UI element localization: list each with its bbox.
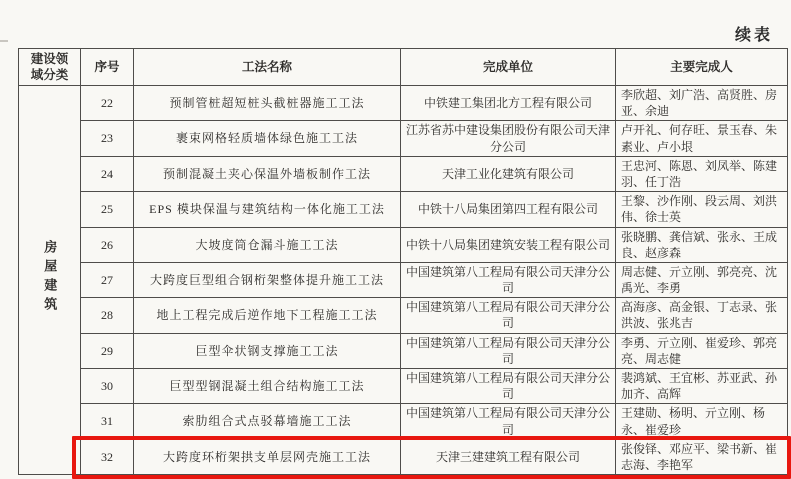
row-unit-cell: 天津三建建筑工程有限公司 bbox=[401, 439, 616, 474]
category-vertical-label: 房屋建筑 bbox=[42, 239, 58, 316]
row-contributors-cell: 裴鸿斌、王宜彬、苏亚武、孙加齐、高辉 bbox=[616, 369, 788, 404]
table-row bbox=[19, 369, 788, 404]
row-method-cell: 大跨度环桁架拱支单层网壳施工工法 bbox=[134, 439, 401, 474]
methods-table-wrap bbox=[18, 48, 787, 475]
table-row bbox=[19, 227, 788, 262]
table-row bbox=[19, 298, 788, 333]
row-unit-cell: 中铁建工集团北方工程有限公司 bbox=[401, 86, 616, 121]
row-index-cell: 28 bbox=[81, 298, 134, 333]
row-index-cell: 26 bbox=[81, 227, 134, 262]
row-unit-cell: 中国建筑第八工程局有限公司天津分公司 bbox=[401, 298, 616, 333]
row-contributors-cell: 王建勋、杨明、亓立刚、杨永、崔爱珍 bbox=[616, 404, 788, 439]
row-unit-cell: 中国建筑第八工程局有限公司天津分公司 bbox=[401, 369, 616, 404]
row-method-cell: 巨型伞状钢支撑施工工法 bbox=[134, 333, 401, 368]
row-index-cell: 27 bbox=[81, 262, 134, 297]
methods-table bbox=[18, 48, 788, 475]
row-contributors-cell: 高海彦、高金银、丁志录、张洪波、张兆吉 bbox=[616, 298, 788, 333]
row-unit-cell: 中国建筑第八工程局有限公司天津分公司 bbox=[401, 404, 616, 439]
row-method-cell: 地上工程完成后逆作地下工程施工工法 bbox=[134, 298, 401, 333]
row-unit-cell: 中国建筑第八工程局有限公司天津分公司 bbox=[401, 333, 616, 368]
row-method-cell: 预制混凝土夹心保温外墙板制作工法 bbox=[134, 156, 401, 191]
table-row bbox=[19, 439, 788, 474]
row-method-cell: 索肋组合式点驳幕墙施工工法 bbox=[134, 404, 401, 439]
table-row bbox=[19, 404, 788, 439]
row-index-cell: 23 bbox=[81, 121, 134, 156]
table-row bbox=[19, 333, 788, 368]
row-contributors-cell: 卢开礼、何存旺、景玉春、朱素业、卢小垠 bbox=[616, 121, 788, 156]
row-index-cell: 25 bbox=[81, 192, 134, 227]
row-method-cell: 大坡度筒仓漏斗施工工法 bbox=[134, 227, 401, 262]
header-index: 序号 bbox=[81, 49, 134, 86]
row-contributors-cell: 周志健、亓立刚、郭亮亮、沈禹光、李勇 bbox=[616, 262, 788, 297]
scan-smudge bbox=[0, 40, 8, 42]
row-method-cell: 裹束网格轻质墙体绿色施工工法 bbox=[134, 121, 401, 156]
row-method-cell: EPS 模块保温与建筑结构一体化施工工法 bbox=[134, 192, 401, 227]
row-method-cell: 巨型型钢混凝土组合结构施工工法 bbox=[134, 369, 401, 404]
row-contributors-cell: 李欣超、刘广浩、高贤胜、房亚、余迪 bbox=[616, 86, 788, 121]
row-contributors-cell: 王忠河、陈恩、刘凤举、陈建羽、任丁浩 bbox=[616, 156, 788, 191]
table-row bbox=[19, 121, 788, 156]
row-unit-cell: 江苏省苏中建设集团股份有限公司天津分公司 bbox=[401, 121, 616, 156]
header-contributors: 主要完成人 bbox=[616, 49, 788, 86]
row-unit-cell: 中铁十八局集团第四工程有限公司 bbox=[401, 192, 616, 227]
row-index-cell: 29 bbox=[81, 333, 134, 368]
row-unit-cell: 中铁十八局集团建筑安装工程有限公司 bbox=[401, 227, 616, 262]
row-index-cell: 32 bbox=[81, 439, 134, 474]
row-index-cell: 22 bbox=[81, 86, 134, 121]
header-row bbox=[19, 49, 788, 86]
row-contributors-cell: 李勇、亓立刚、崔爱珍、郭亮亮、周志健 bbox=[616, 333, 788, 368]
row-index-cell: 31 bbox=[81, 404, 134, 439]
table-row bbox=[19, 192, 788, 227]
row-contributors-cell: 王黎、沙作刚、段云周、刘洪伟、徐士英 bbox=[616, 192, 788, 227]
row-method-cell: 大跨度巨型组合钢桁架整体提升施工工法 bbox=[134, 262, 401, 297]
header-category: 建设领域分类 bbox=[19, 49, 81, 86]
table-row bbox=[19, 262, 788, 297]
row-unit-cell: 天津工业化建筑有限公司 bbox=[401, 156, 616, 191]
continued-table-label: 续表 bbox=[734, 27, 773, 44]
row-contributors-cell: 张俊铎、邓应平、梁书新、崔志海、李艳军 bbox=[616, 439, 788, 474]
header-method: 工法名称 bbox=[134, 49, 401, 86]
row-contributors-cell: 张晓鹏、龚信斌、张永、王成良、赵彦森 bbox=[616, 227, 788, 262]
row-unit-cell: 中国建筑第八工程局有限公司天津分公司 bbox=[401, 262, 616, 297]
row-method-cell: 预制管桩超短桩头截桩器施工工法 bbox=[134, 86, 401, 121]
row-index-cell: 24 bbox=[81, 156, 134, 191]
table-row bbox=[19, 86, 788, 121]
table-row bbox=[19, 156, 788, 191]
row-index-cell: 30 bbox=[81, 369, 134, 404]
category-cell bbox=[19, 86, 81, 475]
header-unit: 完成单位 bbox=[401, 49, 616, 86]
